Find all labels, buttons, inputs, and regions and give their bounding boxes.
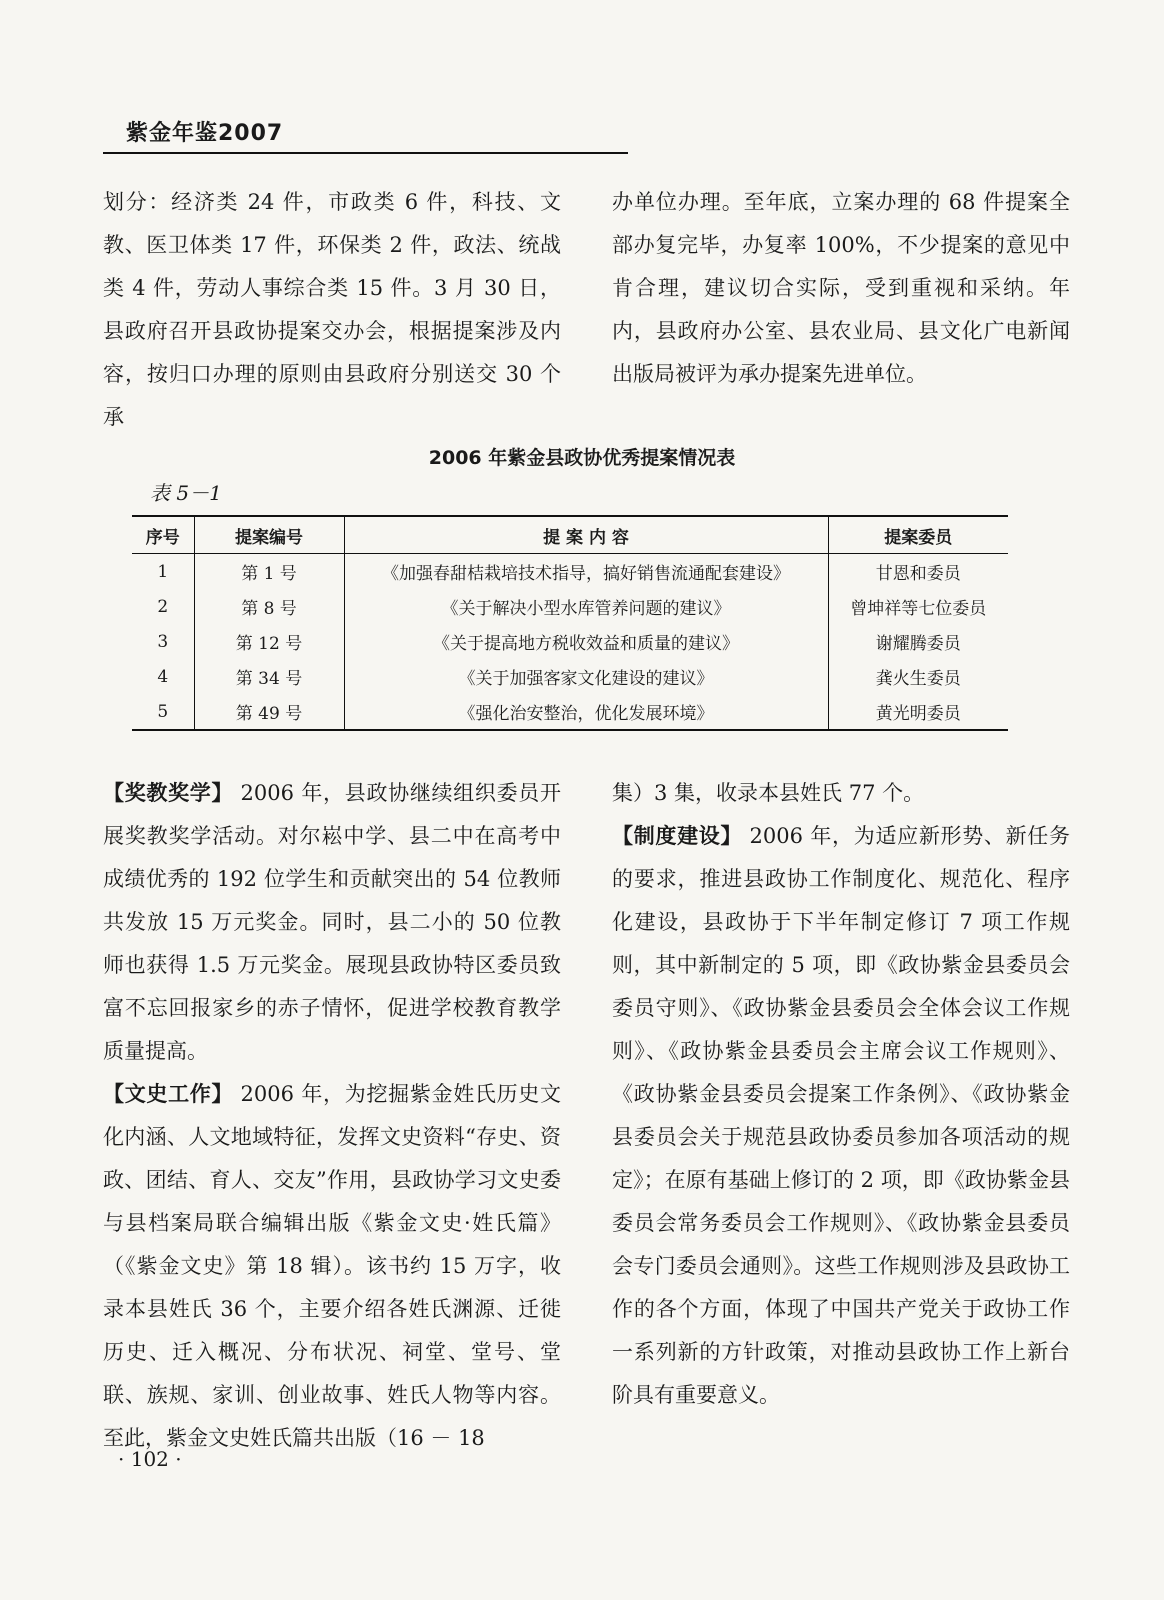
top-left-paragraph: 划分：经济类 24 件，市政类 6 件，科技、文教、医卫体类 17 件，环保类 2 件，政法、统战类 4 件，劳动人事综合类 15 件。3 月 30 日，县政府召开县政协提案交办会，根据提案涉及内容，按归口办理的原则由县政府分别送交 30 个承 [103,190,561,429]
cell-number: 第 8 号 [194,589,344,624]
table-row [132,694,1008,730]
table-caption: 2006 年紫金县政协优秀提案情况表 [428,447,736,469]
cell-content: 《强化治安整治，优化发展环境》 [344,694,828,730]
cell-index: 2 [157,596,169,617]
cell-index: 1 [157,561,169,582]
table-row [132,589,1008,624]
header-rule [103,152,628,154]
top-right-column [612,181,1070,396]
cell-number: 第 1 号 [194,554,344,590]
cell-number: 第 34 号 [194,659,344,694]
award-paragraph [103,772,561,1073]
column-header-number: 提案编号 [194,516,344,554]
table-row [132,659,1008,694]
cell-member: 龚火生委员 [828,659,1008,694]
history-continuation: 集）3 集，收录本县姓氏 77 个。 [612,781,925,805]
running-header: 紫金年鉴2007 [126,121,284,146]
table-header-row [132,516,1008,554]
cell-content: 《关于加强客家文化建设的建议》 [344,659,828,694]
cell-content: 《关于解决小型水库管养问题的建议》 [344,589,828,624]
award-text: 2006 年，县政协继续组织委员开展奖教奖学活动。对尔崧中学、县二中在高考中成绩优秀的 192 位学生和贡献突出的 54 位教师共发放 15 万元奖金。同时，县二小的 50 位教师也获得 1.5 万元奖金。展现县政协特区委员致富不忘回报家乡的赤子情怀，促进学校教育教学质量提高。 [103,781,561,1063]
proposals-table [132,515,1008,731]
cell-content: 《关于提高地方税收效益和质量的建议》 [344,624,828,659]
award-heading: 【奖教奖学】 [103,781,234,805]
history-text: 2006 年，为挖掘紫金姓氏历史文化内涵、人文地域特征，发挥文史资料“存史、资政、团结、育人、交友”作用，县政协学习文史委与县档案局联合编辑出版《紫金文史·姓氏篇》（《紫金文史》第 18 辑）。该书约 15 万字，收录本县姓氏 36 个，主要介绍各姓氏渊源、迁徙历史、迁入概况、分布状况、祠堂、堂号、堂联、族规、家训、创业故事、姓氏人物等内容。至此，紫金文史姓氏篇共出版（16 － 18 [103,1082,561,1450]
cell-content: 《加强春甜桔栽培技术指导，搞好销售流通配套建设》 [344,554,828,590]
column-header-content: 提 案 内 容 [344,516,828,554]
cell-member: 黄光明委员 [828,694,1008,730]
table-row [132,554,1008,590]
top-left-column [103,181,561,439]
history-heading: 【文史工作】 [103,1082,234,1106]
system-heading: 【制度建设】 [612,824,743,848]
system-paragraph [612,815,1070,1417]
history-paragraph [103,1073,561,1460]
cell-index: 5 [157,701,169,722]
cell-number: 第 12 号 [194,624,344,659]
cell-number: 第 49 号 [194,694,344,730]
top-right-paragraph: 办单位办理。至年底，立案办理的 68 件提案全部办复完毕，办复率 100%，不少提案的意见中肯合理，建议切合实际，受到重视和采纳。年内，县政府办公室、县农业局、县文化广电新闻出版局被评为承办提案先进单位。 [612,190,1070,386]
bottom-right-column [612,772,1070,1417]
cell-member: 曾坤祥等七位委员 [828,589,1008,624]
table-label: 表 5－1 [150,481,222,505]
bottom-left-column [103,772,561,1460]
cell-index: 4 [157,666,169,687]
system-text: 2006 年，为适应新形势、新任务的要求，推进县政协工作制度化、规范化、程序化建设，县政协于下半年制定修订 7 项工作规则，其中新制定的 5 项，即《政协紫金县委员会委员守则》、《政协紫金县委员会全体会议工作规则》、《政协紫金县委员会主席会议工作规则》、《政协紫金县委员会提案工作条例》、《政协紫金县委员会关于规范县政协委员参加各项活动的规定》；在原有基础上修订的 2 项，即《政协紫金县委员会常务委员会工作规则》、《政协紫金县委员会专门委员会通则》。这些工作规则涉及县政协工作的各个方面，体现了中国共产党关于政协工作一系列新的方针政策，对推动县政协工作上新台阶具有重要意义。 [612,824,1070,1407]
cell-index: 3 [157,631,169,652]
page-number: · 102 · [118,1447,182,1471]
cell-member: 甘恩和委员 [828,554,1008,590]
column-header-member: 提案委员 [828,516,1008,554]
column-header-index: 序号 [132,516,194,554]
table-row [132,624,1008,659]
cell-member: 谢耀腾委员 [828,624,1008,659]
